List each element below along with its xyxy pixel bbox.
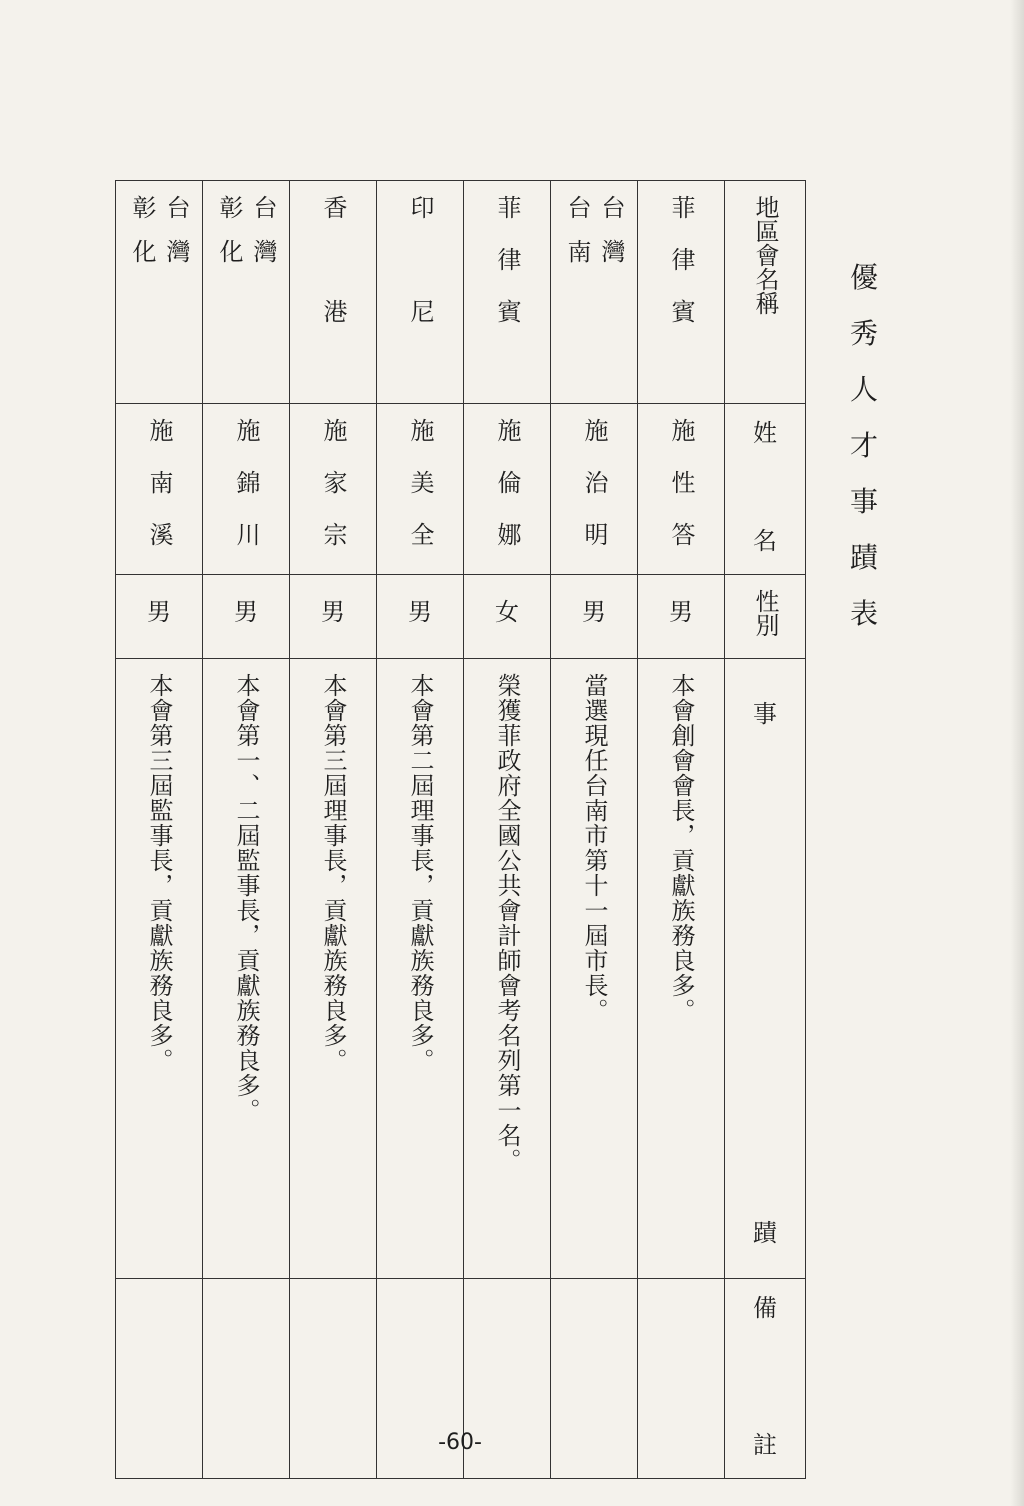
name-cell: 施性答 (638, 404, 725, 575)
deeds-cell: 當選現任台南市第十一屆市長。 (551, 659, 638, 1279)
region-cell: 印尼 (377, 181, 464, 404)
region-cell: 台灣 台南 (551, 181, 638, 404)
name-row (116, 404, 806, 575)
gender-cell: 男 (377, 575, 464, 659)
gender-cell: 男 (290, 575, 377, 659)
deeds-cell: 本會第三屆監事長，貢獻族務良多。 (116, 659, 203, 1279)
talent-table (115, 180, 806, 1479)
header-name: 姓 名 (725, 404, 806, 575)
deeds-cell: 本會創會會長，貢獻族務良多。 (638, 659, 725, 1279)
header-remarks: 備 註 (725, 1279, 806, 1479)
remarks-cell (203, 1279, 290, 1479)
deeds-row (116, 659, 806, 1279)
gender-cell: 男 (638, 575, 725, 659)
page-edge (1010, 0, 1024, 1506)
name-cell: 施家宗 (290, 404, 377, 575)
deeds-cell: 本會第一、二屆監事長，貢獻族務良多。 (203, 659, 290, 1279)
region-cell: 香港 (290, 181, 377, 404)
name-cell: 施倫娜 (464, 404, 551, 575)
header-region: 地區會名稱 (725, 181, 806, 404)
name-cell: 施錦川 (203, 404, 290, 575)
gender-cell: 男 (551, 575, 638, 659)
gender-cell: 男 (116, 575, 203, 659)
header-gender: 性別 (725, 575, 806, 659)
region-cell: 台灣 彰化 (203, 181, 290, 404)
name-cell: 施治明 (551, 404, 638, 575)
page-title: 優 秀 人 才 事 蹟 表 (849, 261, 878, 630)
remarks-cell (551, 1279, 638, 1479)
region-row (116, 181, 806, 404)
deeds-cell: 本會第三屆理事長，貢獻族務良多。 (290, 659, 377, 1279)
region-cell: 台灣 彰化 (116, 181, 203, 404)
name-cell: 施美全 (377, 404, 464, 575)
gender-cell: 女 (464, 575, 551, 659)
header-deeds: 事 蹟 (725, 659, 806, 1279)
name-cell: 施南溪 (116, 404, 203, 575)
deeds-cell: 本會第二屆理事長，貢獻族務良多。 (377, 659, 464, 1279)
remarks-cell (116, 1279, 203, 1479)
deeds-cell: 榮獲菲政府全國公共會計師會考名列第一名。 (464, 659, 551, 1279)
gender-row (116, 575, 806, 659)
gender-cell: 男 (203, 575, 290, 659)
region-cell: 菲律賓 (464, 181, 551, 404)
region-cell: 菲律賓 (638, 181, 725, 404)
page-number: -60- (438, 1430, 482, 1455)
remarks-cell (290, 1279, 377, 1479)
remarks-cell (638, 1279, 725, 1479)
